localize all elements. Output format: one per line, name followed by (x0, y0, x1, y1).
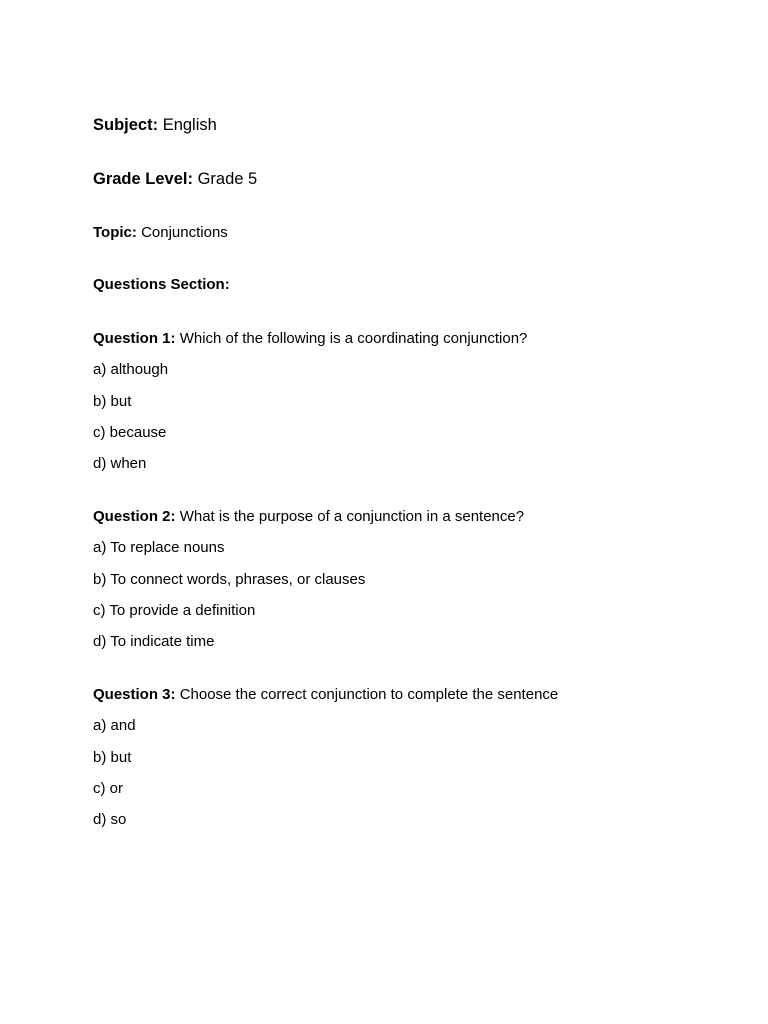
questions-section-title (93, 277, 230, 292)
question-text: What is the purpose of a conjunction in a sentence? (179, 508, 525, 525)
subject-label: Subject: (93, 116, 159, 134)
question-2 (93, 509, 524, 524)
question-1 (93, 331, 527, 346)
question-3-option-c: c) or (93, 780, 123, 797)
question-label: Question 2: (93, 508, 176, 525)
question-text: Which of the following is a coordinating conjunction? (179, 330, 528, 347)
grade-level-label: Grade Level: (93, 170, 193, 188)
topic-label: Topic: (93, 224, 137, 241)
question-1-option-c: c) because (93, 424, 167, 441)
question-1-option-a: a) although (93, 361, 169, 378)
subject-line (93, 117, 217, 134)
section-title: Questions Section: (93, 276, 230, 293)
topic-line (93, 225, 228, 240)
question-1-option-b: b) but (93, 393, 132, 410)
question-3-option-b: b) but (93, 749, 132, 766)
grade-level-line (93, 171, 257, 188)
question-label: Question 3: (93, 686, 176, 703)
question-2-option-a: a) To replace nouns (93, 539, 225, 556)
subject-value: English (162, 116, 217, 134)
question-2-option-c: c) To provide a definition (93, 602, 256, 619)
question-1-option-d: d) when (93, 455, 147, 472)
question-3-option-a: a) and (93, 717, 136, 734)
question-2-option-d: d) To indicate time (93, 633, 215, 650)
question-text: Choose the correct conjunction to complete the sentence (179, 686, 559, 703)
question-2-option-b: b) To connect words, phrases, or clauses (93, 571, 366, 588)
question-3-option-d: d) so (93, 811, 127, 828)
grade-level-value: Grade 5 (197, 170, 258, 188)
topic-value: Conjunctions (141, 224, 228, 241)
question-label: Question 1: (93, 330, 176, 347)
question-3 (93, 687, 558, 702)
